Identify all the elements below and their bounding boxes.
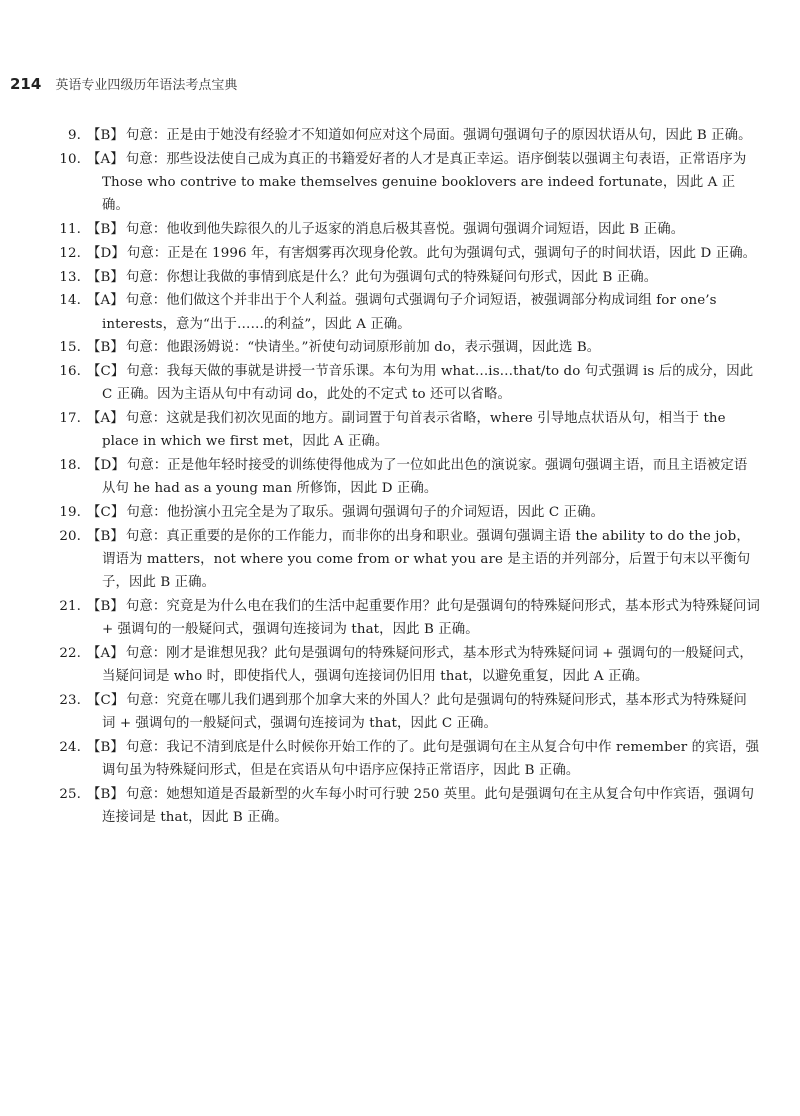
answer-item-19 bbox=[48, 501, 760, 524]
answer-item-20 bbox=[48, 525, 760, 595]
answer-explanation: 句意：我每天做的事就是讲授一节音乐课。本句为用 what…is…that/to do 句式强调 is 后的成分，因此 C 正确。因为主语从句中有动词 do，此处的不定式 to 还可以省略。 bbox=[102, 364, 754, 403]
item-number: 20. bbox=[59, 528, 81, 544]
answer-key: 【A】 bbox=[87, 646, 124, 662]
answer-key: 【B】 bbox=[87, 222, 124, 237]
answer-item-17 bbox=[48, 407, 760, 453]
answer-explanation: 句意：正是他年轻时接受的训练使得他成为了一位如此出色的演说家。强调句强调主语，而且主语被定语从句 he had as a young man 所修饰，因此 D 正确。 bbox=[102, 458, 748, 497]
answer-key: 【D】 bbox=[87, 245, 125, 261]
answer-key: 【C】 bbox=[87, 364, 125, 380]
answer-item-10 bbox=[48, 148, 760, 218]
page-header bbox=[10, 74, 760, 98]
item-number: 19. bbox=[59, 505, 81, 521]
answer-key: 【B】 bbox=[87, 599, 124, 615]
answer-key: 【B】 bbox=[87, 340, 124, 356]
answer-explanation: 句意：她想知道是否最新型的火车每小时可行驶 250 英里。此句是强调句在主从复合句中作宾语，强调句连接词是 that，因此 B 正确。 bbox=[102, 787, 755, 826]
answer-key: 【B】 bbox=[87, 740, 124, 756]
answer-explanation: 句意：你想让我做的事情到底是什么？此句为强调句式的特殊疑问句形式，因此 B 正确。 bbox=[125, 269, 658, 285]
answer-explanation: 句意：我记不清到底是什么时候你开始工作的了。此句是强调句在主从复合句中作 remember 的宾语，强调句虽为特殊疑问形式，但是在宾语从句中语序应保持正常语序，因此 B 正确。 bbox=[102, 740, 760, 779]
answer-key: 【C】 bbox=[87, 693, 125, 709]
item-number: 11. bbox=[59, 222, 81, 237]
answer-explanation: 句意：这就是我们初次见面的地方。副词置于句首表示省略，where 引导地点状语从句，相当于 the place in which we first met，因此 A 正确。 bbox=[102, 411, 726, 450]
answer-explanation: 句意：正是由于她没有经验才不知道如何应对这个局面。强调句强调句子的原因状语从句，因此 B 正确。 bbox=[125, 128, 752, 143]
answer-item-14 bbox=[48, 289, 760, 335]
answer-key: 【C】 bbox=[87, 505, 125, 521]
item-number: 12. bbox=[59, 245, 81, 261]
item-number: 24. bbox=[59, 740, 81, 756]
item-number: 22. bbox=[59, 646, 81, 662]
item-number: 21. bbox=[59, 599, 81, 615]
page-number: 214 bbox=[10, 75, 42, 93]
book-title: 英语专业四级历年语法考点宝典 bbox=[55, 78, 238, 93]
answer-item-21 bbox=[48, 595, 760, 641]
answer-item-25 bbox=[48, 783, 760, 829]
answer-item-15 bbox=[48, 336, 760, 359]
answer-explanation: 句意：刚才是谁想见我？此句是强调句的特殊疑问形式，基本形式为特殊疑问词 + 强调句的一般疑问式，当疑问词是 who 时，即使指代人，强调句连接词仍旧用 that，以避免重复，因此 A 正确。 bbox=[102, 646, 753, 685]
answer-item-24 bbox=[48, 736, 760, 782]
answer-explanation: 句意：究竟在哪儿我们遇到那个加拿大来的外国人？此句是强调句的特殊疑问形式，基本形式为特殊疑问词 + 强调句的一般疑问式，强调句连接词为 that，因此 C 正确。 bbox=[102, 693, 747, 732]
answer-item-23 bbox=[48, 689, 760, 735]
answer-item-13 bbox=[48, 266, 760, 289]
answer-explanation: 句意：那些设法使自己成为真正的书籍爱好者的人才是真正幸运。语序倒装以强调主句表语，正常语序为 Those who contrive to make themselves genuine booklovers are indeed fortunate，因此 A 正确。 bbox=[102, 151, 747, 214]
answer-key: 【B】 bbox=[87, 128, 124, 143]
answer-item-9 bbox=[48, 124, 760, 147]
answer-key: 【D】 bbox=[87, 458, 125, 474]
answer-key: 【A】 bbox=[87, 411, 124, 427]
item-number: 18. bbox=[59, 458, 81, 474]
answer-key: 【B】 bbox=[87, 787, 124, 803]
answer-explanation: 句意：他扮演小丑完全是为了取乐。强调句强调句子的介词短语，因此 C 正确。 bbox=[126, 505, 605, 521]
answer-explanation: 句意：他们做这个并非出于个人利益。强调句式强调句子介词短语，被强调部分构成词组 for one’s interests，意为“出于……的利益”，因此 A 正确。 bbox=[102, 293, 717, 332]
item-number: 16. bbox=[59, 364, 81, 380]
item-number: 15. bbox=[59, 340, 81, 356]
answer-explanation: 句意：他跟汤姆说：“快请坐。”祈使句动词原形前加 do，表示强调，因此选 B。 bbox=[125, 340, 601, 356]
answer-key: 【B】 bbox=[87, 269, 124, 285]
answer-explanation: 句意：他收到他失踪很久的儿子返家的消息后极其喜悦。强调句强调介词短语，因此 B 正确。 bbox=[125, 222, 685, 237]
answer-item-16 bbox=[48, 360, 760, 406]
item-number: 10. bbox=[59, 151, 81, 167]
answer-item-22 bbox=[48, 642, 760, 688]
item-number: 17. bbox=[59, 411, 81, 427]
item-number: 13. bbox=[59, 269, 81, 285]
answer-key: 【A】 bbox=[87, 151, 124, 167]
answer-key: 【A】 bbox=[87, 293, 124, 309]
answer-explanation: 句意：真正重要的是你的工作能力，而非你的出身和职业。强调句强调主语 the ability to do the job，谓语为 matters，not where you come from or what you are 是主语的并列部分，后置于句末以平衡句子，因此 B 正确。 bbox=[102, 528, 751, 591]
item-number: 9. bbox=[68, 128, 81, 143]
answer-explanation: 句意：究竟是为什么电在我们的生活中起重要作用？此句是强调句的特殊疑问形式，基本形式为特殊疑问词 + 强调句的一般疑问式，强调句连接词为 that，因此 B 正确。 bbox=[102, 599, 760, 638]
answer-item-11 bbox=[48, 218, 760, 241]
item-number: 23. bbox=[59, 693, 81, 709]
item-number: 25. bbox=[59, 787, 81, 803]
answer-explanation: 句意：正是在 1996 年，有害烟雾再次现身伦敦。此句为强调句式，强调句子的时间状语，因此 D 正确。 bbox=[126, 245, 757, 261]
item-number: 14. bbox=[59, 293, 81, 309]
answer-key: 【B】 bbox=[87, 528, 124, 544]
answer-item-12 bbox=[48, 242, 760, 265]
answer-item-18 bbox=[48, 454, 760, 500]
answer-list bbox=[48, 124, 760, 830]
